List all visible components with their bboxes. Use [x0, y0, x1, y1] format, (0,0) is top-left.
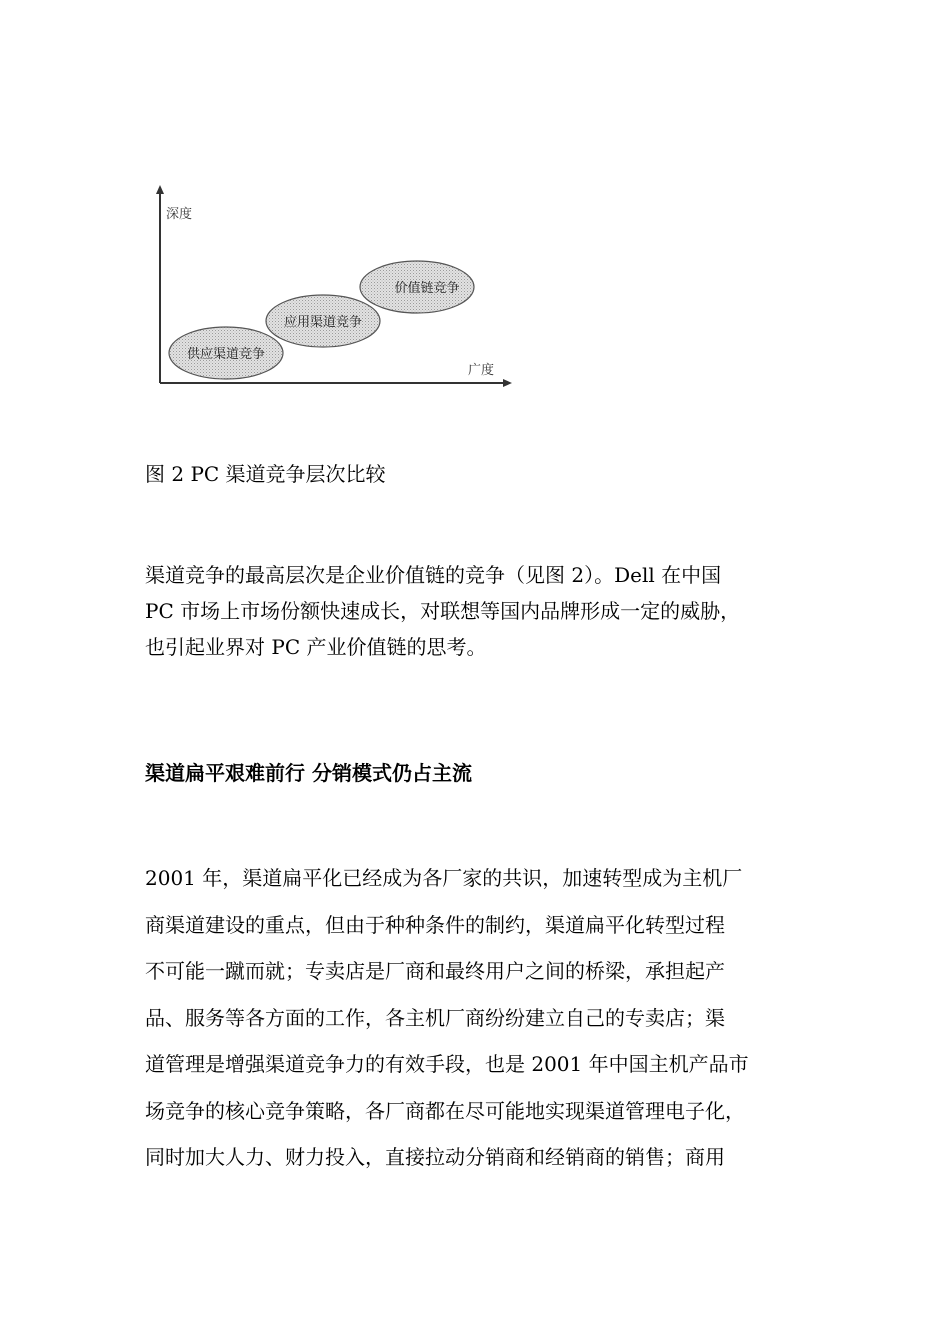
y-axis-label: 深度: [166, 207, 193, 222]
paragraph-line: 场竞争的核心竞争策略，各厂商都在尽可能地实现渠道管理电子化，: [145, 1098, 745, 1123]
paragraph-line: 商渠道建设的重点，但由于种种条件的制约，渠道扁平化转型过程: [145, 912, 725, 937]
paragraph-line: PC 市场上市场份额快速成长，对联想等国内品牌形成一定的威胁，: [145, 599, 741, 623]
x-axis-label: 广度: [468, 363, 495, 378]
paragraph-line: 道管理是增强渠道竞争力的有效手段，也是 2001 年中国主机产品市: [145, 1052, 749, 1076]
ellipse-label-value-chain: 价值链竞争: [394, 281, 460, 296]
figure-diagram: [140, 180, 530, 400]
paragraph-line: 不可能一蹴而就；专卖店是厂商和最终用户之间的桥梁，承担起产: [145, 959, 725, 983]
paragraph-line: 同时加大人力、财力投入，直接拉动分销商和经销商的销售；商用: [145, 1145, 725, 1169]
paragraph-channel-flattening: [145, 855, 835, 1181]
section-heading: 渠道扁平艰难前行 分销模式仍占主流: [145, 761, 472, 785]
paragraph-line: 渠道竞争的最高层次是企业价值链的竞争（见图 2）。Dell 在中国: [145, 563, 722, 587]
figure-caption: 图 2 PC 渠道竞争层次比较: [145, 462, 386, 486]
paragraph-line: 也引起业界对 PC 产业价值链的思考。: [145, 635, 487, 659]
y-axis-arrow-icon: [156, 185, 164, 194]
ellipse-label-supply: 供应渠道竞争: [186, 347, 266, 362]
ellipse-value-chain: [360, 261, 474, 313]
x-axis-arrow-icon: [503, 379, 512, 387]
paragraph-line: 品、服务等各方面的工作，各主机厂商纷纷建立自己的专卖店；渠: [145, 1005, 725, 1030]
ellipse-application-channel: [266, 295, 380, 347]
channel-competition-figure: [140, 180, 530, 400]
ellipse-supply-channel: [169, 327, 283, 379]
paragraph-line: 2001 年，渠道扁平化已经成为各厂家的共识，加速转型成为主机厂: [145, 866, 743, 890]
ellipse-label-application: 应用渠道竞争: [283, 315, 363, 330]
paragraph-value-chain: [145, 557, 835, 665]
